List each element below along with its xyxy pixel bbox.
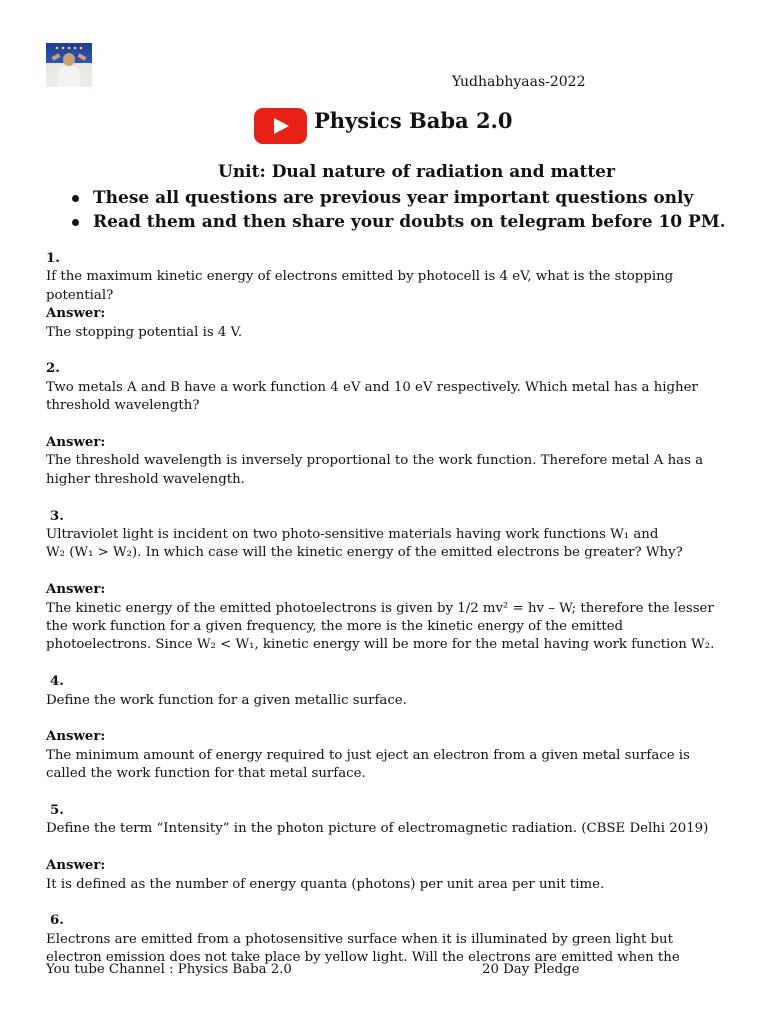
avatar-background-lights [54, 46, 84, 50]
avatar-body [58, 66, 80, 87]
question-number: 1. [46, 251, 60, 266]
question-block [46, 802, 726, 894]
question-number: 4. [50, 674, 64, 690]
avatar-head [63, 53, 75, 66]
question-block [46, 250, 726, 342]
question-text: Electrons are emitted from a photosensitive surface when it is illuminated by green light but electron emission does not take place by yellow light. Will the electrons are emitted when the [46, 931, 680, 966]
question-block [46, 673, 726, 783]
answer-label: Answer: [46, 582, 106, 598]
questions-list [46, 250, 726, 986]
question-text: If the maximum kinetic energy of electrons emitted by photocell is 4 eV, what is the stopping potential? [46, 269, 674, 303]
bullet-icon [72, 195, 79, 202]
question-block [46, 360, 726, 489]
question-block [46, 508, 726, 655]
answer-label: Answer: [46, 729, 106, 745]
answer-label: Answer: [46, 435, 106, 451]
author-avatar [46, 43, 92, 87]
edition-label: Yudhabhyaas-2022 [452, 74, 586, 90]
avatar-arm-left [52, 53, 61, 60]
answer-text: The threshold wavelength is inversely proportional to the work function. Therefore metal A has a higher threshold wavelength. [46, 453, 704, 487]
channel-title: Physics Baba 2.0 [314, 108, 513, 133]
question-text-line1: Ultraviolet light is incident on two photo-sensitive materials having work functions W₁ and [46, 527, 659, 543]
answer-text: The stopping potential is 4 V. [46, 324, 243, 340]
question-text: Define the work function for a given metallic surface. [46, 692, 407, 708]
footer-channel: You tube Channel : Physics Baba 2.0 [46, 962, 292, 977]
question-block [46, 912, 726, 967]
question-number: 2. [46, 361, 60, 377]
youtube-logo-icon [254, 108, 307, 144]
instruction-list [72, 186, 752, 234]
question-text: Define the term “Intensity” in the photon picture of electromagnetic radiation. (CBSE Delhi 2019) [46, 821, 709, 837]
answer-label: Answer: [46, 306, 106, 322]
bullet-icon [72, 219, 79, 226]
answer-text: The minimum amount of energy required to just eject an electron from a given metal surface is called the work function for that metal surface. [46, 747, 690, 782]
question-number: 6. [50, 913, 64, 929]
instruction-item [72, 186, 752, 210]
unit-heading: Unit: Dual nature of radiation and matter [218, 162, 615, 182]
answer-text: The kinetic energy of the emitted photoelectrons is given by 1/2 mv² = hv – W; therefore the lesser the work function for a given frequency, the more is the kinetic energy of the emitted photoelectrons. Since W₂ < W₁, kinetic energy will be more for the metal having work function W₂. [46, 600, 715, 653]
answer-text: It is defined as the number of energy quanta (photons) per unit area per unit time. [46, 876, 605, 892]
avatar-arm-right [78, 53, 87, 60]
question-text: Two metals A and B have a work function 4 eV and 10 eV respectively. Which metal has a higher threshold wavelength? [46, 379, 698, 414]
instruction-text: Read them and then share your doubts on telegram before 10 PM. [93, 212, 726, 232]
instruction-item [72, 210, 752, 234]
instruction-text: These all questions are previous year important questions only [93, 188, 694, 208]
question-number: 5. [50, 803, 64, 819]
footer-pledge: 20 Day Pledge [482, 962, 580, 977]
question-number: 3. [50, 508, 64, 524]
question-text-line2: W₂ (W₁ > W₂). In which case will the kinetic energy of the emitted electrons be greater? Why? [46, 545, 683, 561]
answer-label: Answer: [46, 858, 106, 874]
